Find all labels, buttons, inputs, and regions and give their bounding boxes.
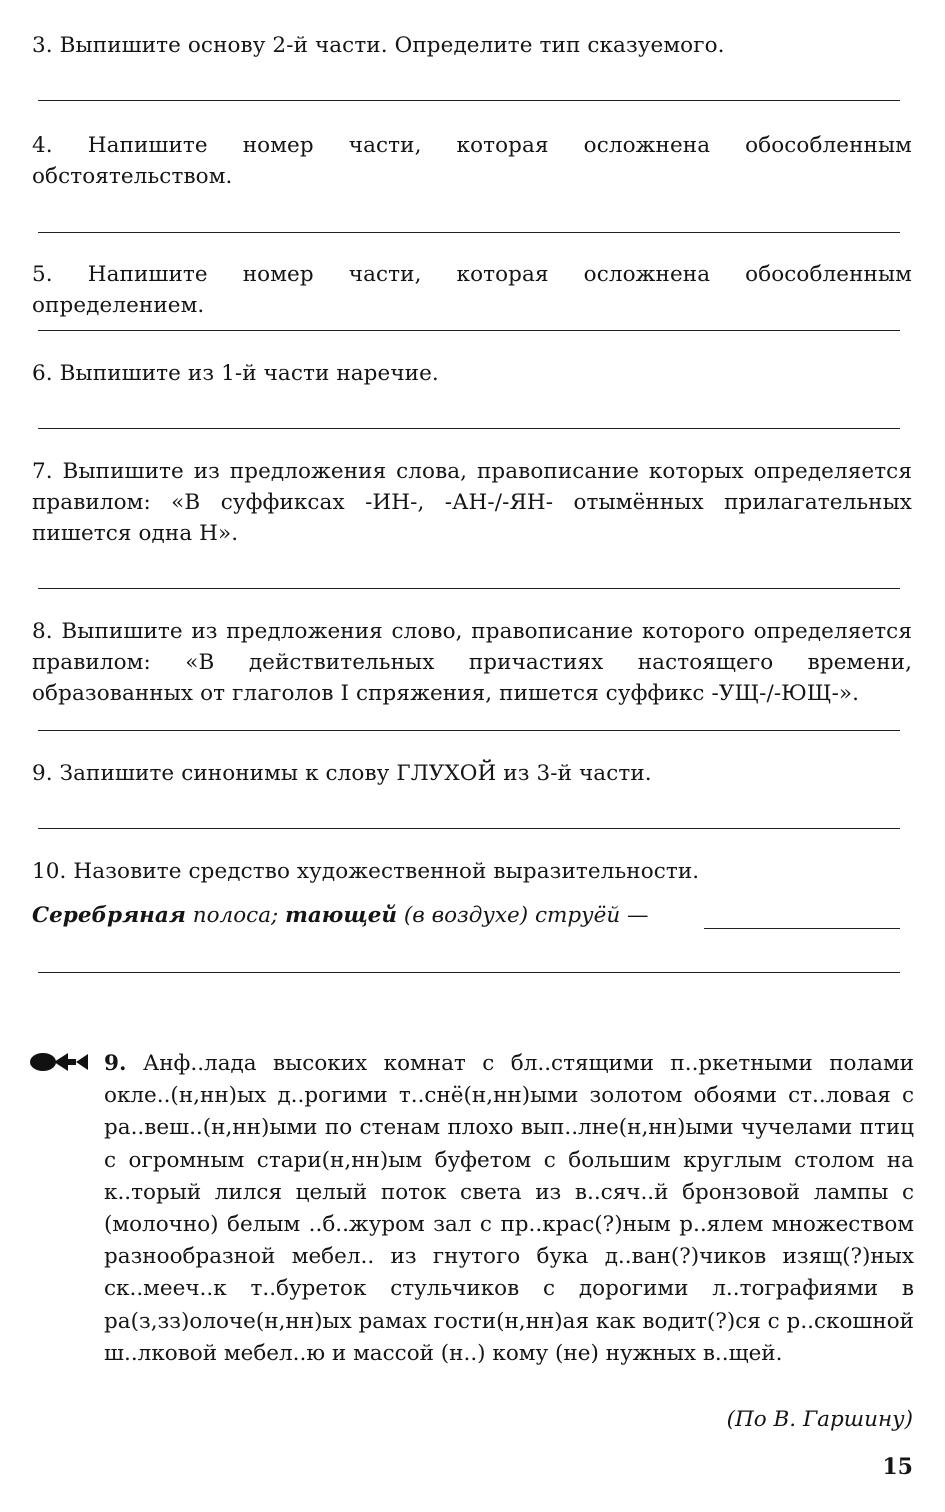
answer-line-10[interactable] — [38, 972, 900, 973]
question-3: 3. Выпишите основу 2-й части. Определите тип сказуемого. — [32, 33, 725, 58]
quote-bold-word-2: тающей — [285, 903, 398, 928]
answer-line-7[interactable] — [38, 588, 900, 589]
exercise-source: (По В. Гаршину) — [726, 1407, 913, 1432]
answer-line-5[interactable] — [38, 330, 900, 331]
exercise-number: 9. — [104, 1051, 127, 1076]
question-9: 9. Запишите синонимы к слову ГЛУХОЙ из 3-й части. — [32, 761, 652, 786]
quote-bold-word-1: Серебряная — [32, 903, 186, 928]
quote-part-2: (в воздухе) струёй — — [397, 903, 649, 928]
answer-line-3[interactable] — [38, 100, 900, 101]
exercise-marker-icon — [28, 1050, 98, 1074]
question-6: 6. Выпишите из 1-й части наречие. — [32, 361, 439, 386]
page-number: 15 — [882, 1454, 913, 1480]
quote-part-1: полоса; — [185, 903, 286, 928]
answer-fill-line-10[interactable] — [704, 928, 900, 929]
exercise-text: Анф..лада высоких комнат с бл..стящими п..ркетными полами окле..(н,нн)ых д..рогими т..снё(н,нн)ыми золотом обоями ст..ловая с ра..веш..(н,нн)ыми по стенам плохо вып..лне(н,нн)ыми чучелами птиц с огромным стари(н,нн)ым буфетом с большим круглым столом на к..торый лился целый поток света из в..сяч..й бронзовой лампы с (молочно) белым ..б..журом зал с пр..крас(?)ным р..ялем множеством разнообразной мебел.. из гнутого бука д..ван(?)чиков изящ(?)ных ск..мееч..к т..буреток стульчиков с дорогими л..тографиями в ра(з,зз)олоче(н,нн)ых рамах гости(н,нн)ая как водит(?)ся с р..скошной ш..лковой мебел..ю и массой (н..) кому (не) нужных в..щей. — [104, 1051, 914, 1366]
question-10-quote — [32, 900, 649, 931]
answer-line-9[interactable] — [38, 828, 900, 829]
question-4: 4. Напишите номер части, которая осложнена обособленным обстоятельством. — [32, 133, 912, 189]
question-8: 8. Выпишите из предложения слово, правописание которого определяется правилом: «В действительных причастиях настоящего времени, образованных от глаголов I спряжения, пишется суффикс -УЩ-/-ЮЩ-». — [32, 619, 912, 706]
question-5: 5. Напишите номер части, которая осложнена обособленным определением. — [32, 262, 912, 318]
question-10: 10. Назовите средство художественной выразительности. — [32, 859, 700, 884]
exercise-9 — [104, 1048, 914, 1370]
answer-line-8[interactable] — [38, 730, 900, 731]
answer-line-6[interactable] — [38, 428, 900, 429]
answer-line-4[interactable] — [38, 232, 900, 233]
question-7: 7. Выпишите из предложения слова, правописание которых определяется правилом: «В суффиксах -ИН-, -АН-/-ЯН- отымённых прилагательных пишется одна Н». — [32, 459, 912, 546]
